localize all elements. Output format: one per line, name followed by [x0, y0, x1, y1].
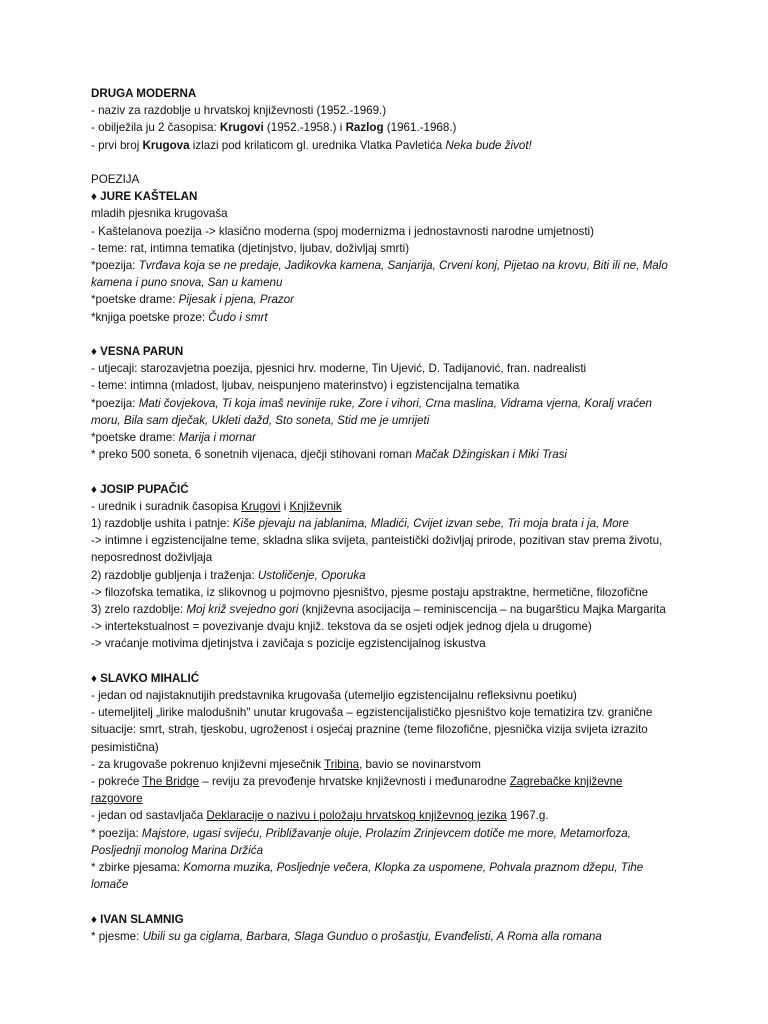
link-the-bridge[interactable]: The Bridge — [142, 775, 200, 789]
intro-line-2: - obilježila ju 2 časopisa: Krugovi (1952.-1958.) i Razlog (1961.-1968.) — [91, 121, 457, 135]
mihalic-line: situacije: smrt, strah, tjeskobu, ugroženost i osjećaj praznine (teme filozofične, pjesnička vizija svijeta izrazito — [91, 723, 648, 737]
pupacic-line: neposrednost doživljaja — [91, 551, 213, 565]
mihalic-line: - pokreće The Bridge – reviju za prevođenje hrvatske književnosti i međunarodne Zagrebačke književne — [91, 775, 623, 789]
mihalic-line: - za krugovaše pokrenuo književni mjesečnik Tribina, bavio se novinarstvom — [91, 757, 481, 771]
mihalic-line: - utemeljitelj „lirike malodušnih" unutar krugovaša – egzistencijalističko pjesništvo koje tematizira tzv. granične — [91, 706, 653, 720]
kastelan-line: - teme: rat, intimna tematika (djetinjstvo, ljubav, doživljaj smrti) — [91, 241, 410, 255]
pupacic-line: 1) razdoblje ushita i patnje: Kiše pjevaju na jablanima, Mladići, Cvijet izvan sebe, Tri moja brata i ja, More — [91, 517, 629, 531]
pupacic-line: -> vraćanje motivima djetinjstva i zavičaja s pozicije egzistencijalnog iskustva — [91, 637, 486, 651]
pupacic-line: - urednik i suradnik časopisa Krugovi i Književnik — [91, 499, 342, 513]
parun-line: * preko 500 soneta, 6 sonetnih vijenaca, dječji stihovani roman Mačak Džingiskan i Miki Trasi — [91, 448, 568, 462]
pupacic-line: -> intimne i egzistencijalne teme, skladna slika svijeta, panteistički doživljaj prirode, pozitivan stav prema životu, — [91, 534, 663, 548]
slamnig-line: * pjesme: Ubili su ga ciglama, Barbara, Slaga Gunduo o prošastju, Evanđelisti, A Roma alla romana — [91, 929, 602, 943]
mihalic-line — [91, 790, 691, 807]
intro-line-1: - naziv za razdoblje u hrvatskoj književnosti (1952.-1969.) — [91, 104, 387, 118]
link-razgovore[interactable]: razgovore — [91, 792, 143, 806]
mihalic-line: Posljednji monolog Marina Držića — [91, 843, 264, 857]
link-krugovi[interactable]: Krugovi — [241, 499, 281, 513]
mihalic-line: * poezija: Majstore, ugasi svijeću, Približavanje oluje, Prolazim Zrinjevcem dotiče me more, Metamorfoza, — [91, 826, 631, 840]
pupacic-line: 2) razdoblje gubljenja i traženja: Ustoličenje, Oporuka — [91, 568, 366, 582]
mihalic-line: - jedan od najistaknutijih predstavnika krugovaša (utemeljio egzistencijalnu refleksivnu poetiku) — [91, 689, 577, 703]
parun-line: *poetske drame: Marija i mornar — [91, 431, 256, 445]
heading-parun: ♦ VESNA PARUN — [91, 345, 184, 359]
mihalic-line: - jedan od sastavljača Deklaracije o nazivu i položaju hrvatskog književnog jezika 1967.g. — [91, 809, 549, 823]
parun-line: moru, Bila sam dječak, Ukleti dažd, Sto soneta, Stid me je umrijeti — [91, 413, 430, 427]
pupacic-line: -> filozofska tematika, iz slikovnog u pojmovno pjesništvo, pjesme postaju apstraktne, hermetične, filozofične — [91, 585, 649, 599]
doc-title: DRUGA MODERNA — [91, 87, 197, 100]
kastelan-line: *knjiga poetske proze: Čudo i smrt — [91, 310, 268, 324]
heading-kastelan: ♦ JURE KAŠTELAN — [91, 190, 198, 204]
heading-pupacic: ♦ JOSIP PUPAČIĆ — [91, 482, 189, 496]
parun-line: - teme: intimna (mladost, ljubav, neispunjeno materinstvo) i egzistencijalna tematika — [91, 379, 520, 393]
document-content — [91, 85, 691, 945]
kastelan-line: *poezija: Tvrđava koja se ne predaje, Jadikovka kamena, Sanjarija, Crveni konj, Pijetao na krovu, Biti ili ne, Malo — [91, 259, 668, 273]
kastelan-line: - Kaštelanova poezija -> klasično moderna (spoj modernizma i jednostavnosti narodne umjetnosti) — [91, 224, 594, 238]
intro-line-3: - prvi broj Krugova izlazi pod krilaticom gl. urednika Vlatka Pavletića Neka bude život! — [91, 138, 532, 152]
pupacic-line: -> intertekstualnost = povezivanje dvaju knjiž. tekstova da se osjeti odjek jednog djela u drugome) — [91, 620, 592, 634]
parun-line: *poezija: Mati čovjekova, Ti koja imaš nevinije ruke, Zore i vihori, Crna maslina, Vidrama vjerna, Koralj vraćen — [91, 396, 652, 410]
link-tribina[interactable]: Tribina — [324, 757, 360, 771]
kastelan-line: kamena i puno snova, San u kamenu — [91, 276, 283, 290]
link-deklaracija[interactable]: Deklaracije o nazivu i položaju hrvatskog književnog jezika — [206, 809, 507, 823]
parun-line: - utjecaji: starozavjetna poezija, pjesnici hrv. moderne, Tin Ujević, D. Tadijanović, fran. nadrealisti — [91, 362, 587, 376]
heading-slamnig: ♦ IVAN SLAMNIG — [91, 912, 184, 926]
mihalic-line: lomače — [91, 878, 129, 892]
mihalic-line: * zbirke pjesama: Komorna muzika, Posljednje večera, Klopka za uspomene, Pohvala praznom džepu, Tihe — [91, 861, 644, 875]
link-knjizevnik[interactable]: Književnik — [289, 499, 342, 513]
link-zagrebacke-knjizevne[interactable]: Zagrebačke književne — [509, 775, 623, 789]
kastelan-line: *poetske drame: Pijesak i pjena, Prazor — [91, 293, 295, 307]
kastelan-line: mladih pjesnika krugovaša — [91, 207, 228, 221]
heading-mihalic: ♦ SLAVKO MIHALIĆ — [91, 671, 200, 685]
mihalic-line: pesimistična) — [91, 740, 159, 754]
section-title-poezija: POEZIJA — [91, 173, 140, 186]
pupacic-line: 3) zrelo razdoblje: Moj križ svejedno gori (književna asocijacija – reminiscencija – na bugaršticu Majka Margarita — [91, 603, 666, 617]
